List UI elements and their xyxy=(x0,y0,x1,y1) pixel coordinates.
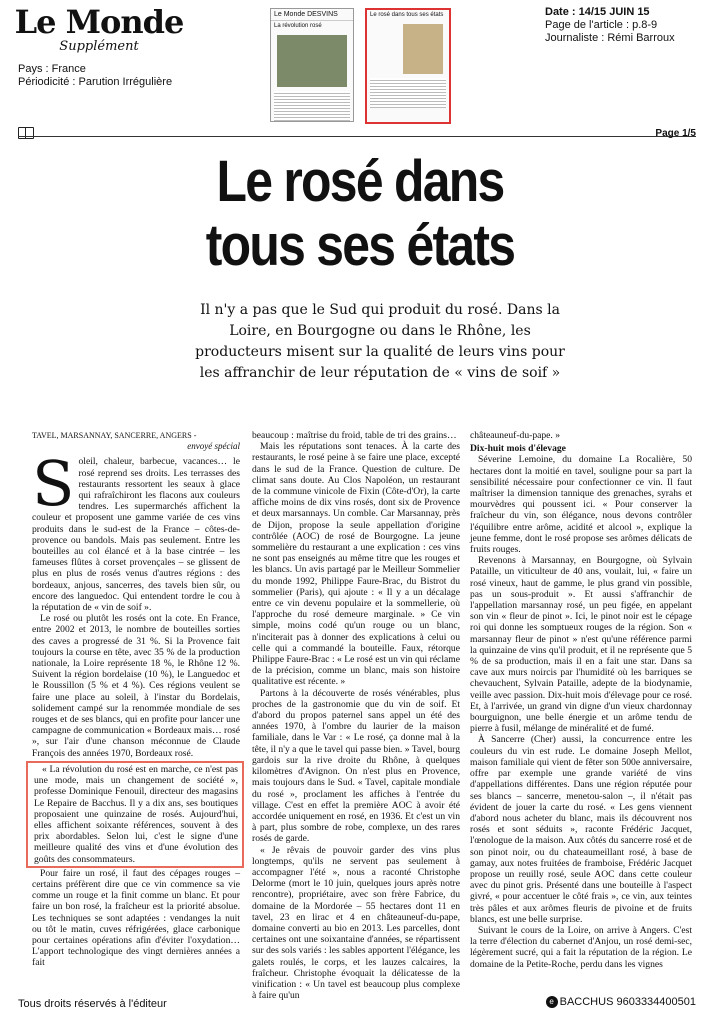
page-reference-label: Page de l'article : p.8-9 xyxy=(545,19,658,31)
rights-notice: Tous droits réservés à l'éditeur xyxy=(18,998,167,1010)
article-column-2 xyxy=(252,430,460,1001)
thumbnail-text-lines xyxy=(274,91,350,121)
headline-line-1: Le rosé dans xyxy=(216,149,504,214)
paragraph: châteauneuf-du-pape. » xyxy=(470,430,561,441)
publication-meta xyxy=(18,63,172,89)
newspaper-logo xyxy=(14,4,184,54)
article-column-1 xyxy=(32,430,240,969)
article-headline xyxy=(145,150,575,278)
thumbnail-text-lines xyxy=(370,78,446,108)
thumbnail-title: Le rosé dans tous ses états xyxy=(370,12,444,18)
paragraph: Soleil, chaleur, barbecue, vacances… le rosé reprend ses droits. Les terrasses des restaurants ressortent les seaux à glace qui rafraîchiront les flacons aux couleurs tendres. Les supermarchés affichent la couleur et proposent une gamme variée de ces vins produits dans le sud-est de la France – côtes-de-provence ou bandols. Mais pas seulement. Entre les bouteilles au col élancé et à la base cintrée – les fameuses flûtes à corset provençales – se glissent de plus en plus de rosés venus d'autres régions : des bordeaux, anjous, sancerres, des tavels bien sûr, ou encore des languedoc. Qui entendent tordre le cou à la réputation de « vin de soif ». xyxy=(32,447,240,614)
drop-cap: S xyxy=(32,447,75,521)
headline-line-2: tous ses états xyxy=(205,213,515,278)
logo-supplement: Supplément xyxy=(59,39,139,54)
paragraph: À Sancerre (Cher) aussi, la concurrence entre les couleurs du vin est rude. Le domaine Joseph Mellot, maison familiale qui vient de fêter son 500e anniversaire, offre par exemple une grande variété de vins d'appellations différentes. Dans une région réputée pour ses blancs – sancerre, menetou-salon –, il n'était pas évident de jouer la carte du rosé. « Les gens viennent d'abord nous acheter du blanc, mais ils découvrent nos rosés et sont séduits », raconte Frédéric Jacquet, l'œnologue de la maison. Aux côtés du sancerre rosé et de son pinot noir, ou du chateaumeillant rosé, à base de gamay, aux notes fruitées de framboise, Frédéric Jacquet propose un reuilly rosé, seule AOC dans cette couleur avec du pinot gris. Présenté dans une bouteille à l'aspect givré, « pour accentuer le côté frais », ce vin, aux teintes très pâles et aux arômes fleuris de pivoine et de fruits blancs, est une belle surprise. xyxy=(470,734,692,925)
paragraph: Suivant le cours de la Loire, on arrive à Angers. C'est la terre d'élection du cabernet d'Anjou, un rosé demi-sec, légèrement sucré, qui a fait la réputation de la région. Le domaine de la Petite-Roche, perdu dans les vignes xyxy=(470,924,692,970)
book-icon xyxy=(18,127,34,139)
paragraph: Pour faire un rosé, il faut des cépages rouges – certains préfèrent dire que ce vin commence sa vie comme un rouge et la finit comme un blanc. Et pour faire un bon rosé, la fraîcheur est la priorité absolue. Les techniques se sont adaptées : vendanges la nuit ou tôt le matin, cuves réfrigérées, glace carbonique pour certaines opérations afin d'éviter l'oxydation… L'apport technologique des vingt dernières années a fait xyxy=(32,867,240,969)
dateline: TAVEL, MARSANNAY, SANCERRE, ANGERS - xyxy=(32,431,197,440)
header-divider xyxy=(18,136,696,137)
paragraph: Mais les réputations sont tenaces. À la carte des restaurants, le rosé peine à se faire une place, excepté dans le sud de la France. Question de culture. De climat sans doute. Au Clos Napoléon, un restaurant de la commune vinicole de Fixin (Côte-d'Or), la carte affiche moins de dix vins rosés, dont six de Provence et deux marsannays. Un comble. Car Marsannay, près de Dijon, propose la seule appellation d'origine contrôlée (AOC) de rosé de Bourgogne. La jeune sommelière du restaurant a une explication : ces vins ne sont pas enseignés au même titre que les rouges et les blancs. Un avis partagé par le Meilleur Sommelier du monde 1992, Philippe Faure-Brac, du Bistrot du sommelier (Paris), qui ajoute : « Il y a un décalage entre ce vin devenu populaire et la sommellerie, où l'approche du rosé demeure marginale. » Ce vin simple, moins codé qu'un rouge ou un blanc, n'inciterait pas à donner des explications à celui ou celle qui a commandé la bouteille. Faux, rétorque Philippe Faure-Brac : « Le rosé est un vin qui réclame de la précision, comme un blanc, mais son histoire qualitative est récente. » xyxy=(252,441,460,688)
journalist-label: Journaliste : Rémi Barroux xyxy=(545,32,675,44)
edition-icon: e xyxy=(546,996,558,1008)
paragraph: Séverine Lemoine, du domaine La Rocalière, 50 hectares dont la moitié en tavel, souligne pour sa part la sensibilité nécessaire pour confectionner ce vin. Il faut maîtriser la dimension tannique des grenaches, syrahs et mourvèdres qui poussent ici. « Pour conserver la fraîcheur du vin, son élégance, nous devons contrôler l'équilibre entre arôme, acidité et alcool », explique la jeune femme, dont le rosé propose ses arômes délicats de fruits rouges. xyxy=(470,454,692,556)
thumbnail-title: La révolution rosé xyxy=(274,23,322,29)
paragraph: Revenons à Marsannay, en Bourgogne, où Sylvain Pataille, un viticulteur de 40 ans, voulait, lui, « faire un rosé vineux, haut de gamme, le plus grand vin possible, pas un sous-produit ». Et aussi s'affranchir de l'appellation marsannay rosé, un peu figée, en appelant son vin « fleur de pinot ». Ici, le pinot noir est le cépage roi qui donne les somptueux rouges de la région. Son « marsannay fleur de pinot » n'est qu'une référence parmi la quinzaine de vins qu'il produit, et il ne représente que 5 % de sa production, mais il en a fait une star. Dans sa cave aux murs noircis par l'humidité où les barriques se chevauchent, Sylvain Pataille, adepte de la biodynamie, veille avec passion. Dix-huit mois d'élevage pour ce rosé. Et, à l'arrivée, un grand vin digne d'un vieux chardonnay bourguignon, une belle énergie et un arôme tendu de pierre à fusil, mélange de minéralité et de fumé. xyxy=(470,555,692,735)
paragraph: Partons à la découverte de rosés vénérables, plus proches de la gastronomie que du vin de soif. Et d'abord du propos paternel sans appel un été des années 1970, à l'ombre du laurier de la maison familiale, dans le Var : « Le rosé, ça donne mal à la tête, il n'y a que le tavel qui passe bien. » Tavel, bourg gardois sur la rive droite du Rhône, à quelques kilomètres d'Avignon. On n'est plus en Provence, mais toujours dans le Sud. « Tavel, capitale mondiale du rosé », proclament les affiches à l'entrée du village. C'est en effet la première AOC à avoir été accordée uniquement en rosé, en 1936. Et c'est un vin à part, plus sombre de robe, complexe, un des rares rosés de garde. xyxy=(252,687,460,845)
country-label: Pays : France xyxy=(18,63,86,75)
paragraph: Le rosé ou plutôt les rosés ont la cote. En France, entre 2002 et 2013, le nombre de bouteilles sorties des caves a progressé de 31 %. Si la Provence fait toujours la course en tête, avec 35 % de la production nationale, la Loire représente 18 %, le Rhône 12 %. Suivent la région bordelaise (10 %), le Languedoc et le Roussillon (5 % et 4 %). Ces régions veulent se faire une place au soleil, à l'instar du Bordelais, solidement campé sur la renommée mondiale de ses rouges et de ses blancs, qui en profite pour lancer une campagne de communication « Bordeaux mais… rosé », sur l'air d'une chanson méconnue de Claude François des années 1970, Bordeaux rosé. xyxy=(32,613,240,759)
article-column-3 xyxy=(470,430,692,970)
thumbnail-photo xyxy=(403,24,443,74)
paragraph: « Je rêvais de pouvoir garder des vins plus longtemps, qu'ils ne servent pas seulement à accompagner l'été », nous a raconté Christophe Delorme (mort le 10 juin, quelques jours après notre rencontre), propriétaire, avec son frère Fabrice, du domaine de la Mordorée – 55 hectares dont 11 en tavel, 23 en lirac et 4 en châteauneuf-du-pape, domaine converti au bio en 2013. Les parcelles, dont certaines ont une soixantaine d'années, se répartissent sur des sols variés : les sables apportent l'élégance, les galets roulés, le corps, et les lauzes calcaires, la fraîcheur. Christophe évoquait la délicatesse de la vinification : « Un tavel est beaucoup plus complexe à faire qu'un xyxy=(252,844,460,1002)
document-code-text: BACCHUS 9603334400501 xyxy=(559,996,696,1008)
thumbnail-photo xyxy=(277,35,347,87)
page-thumbnail-1[interactable] xyxy=(270,8,354,122)
document-code xyxy=(546,996,696,1008)
page-number: Page 1/5 xyxy=(655,128,696,139)
article-meta xyxy=(545,6,675,45)
thumbnail-header: Le Monde DESVINS xyxy=(271,9,353,21)
article-lead: Il n'y a pas que le Sud qui produit du rosé. Dans la Loire, en Bourgogne ou dans le Rhône, les producteurs misent sur la qualité de leurs vins pour les affranchir de leur réputation de « vins de soif » xyxy=(195,302,565,381)
paragraph: « La révolution du rosé est en marche, ce n'est pas une mode, mais un changement de société », professe Dominique Fenouil, directeur des magasins Le Repaire de Bacchus. Il y a dix ans, ses boutiques proposaient une quinzaine de rosés. Aujourd'hui, elles affichent soixante références, souvent à des prix abordables. Selon lui, c'est le signe d'une meilleure qualité des vins et d'une évolution des goûts des consommateurs. xyxy=(34,763,238,865)
byline: envoyé spécial xyxy=(187,441,240,452)
periodicity-label: Périodicité : Parution Irrégulière xyxy=(18,76,173,88)
logo-name: Le Monde xyxy=(14,3,184,41)
page-thumbnail-2[interactable] xyxy=(365,8,451,124)
highlighted-quote xyxy=(26,761,244,868)
paragraph: beaucoup : maîtrise du froid, table de tri des grains… xyxy=(252,430,457,441)
subheading: Dix-huit mois d'élevage xyxy=(470,443,566,455)
date-label: Date : 14/15 JUIN 15 xyxy=(545,6,650,18)
